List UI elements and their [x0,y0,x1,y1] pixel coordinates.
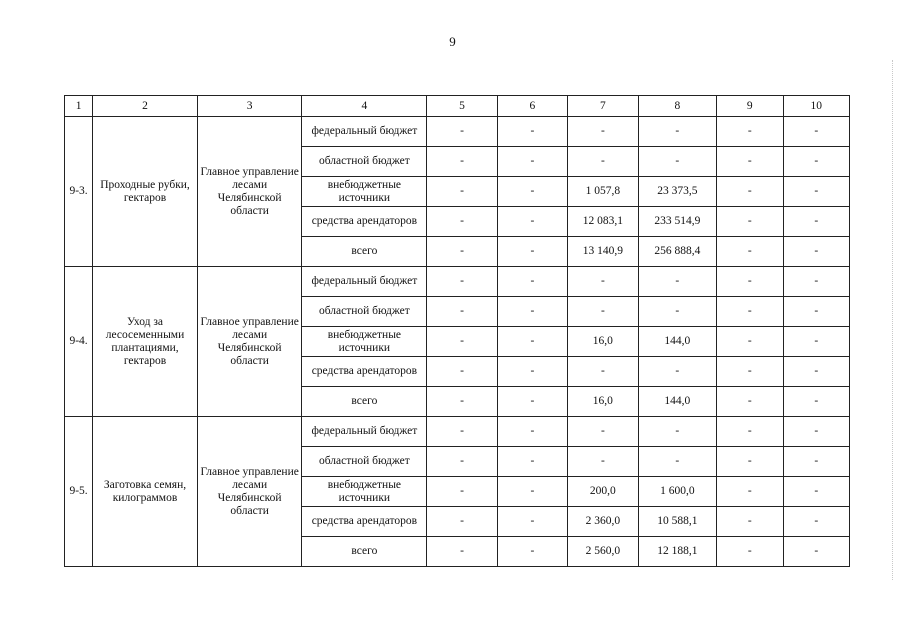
header-cell: 4 [302,96,427,117]
executor: Главное управление лесами Челябинской области [197,417,302,567]
value-cell: - [497,537,567,567]
value-cell: 10 588,1 [638,507,717,537]
header-cell: 5 [427,96,497,117]
value-cell: 1 600,0 [638,477,717,507]
funding-source: всего [302,387,427,417]
value-cell: 12 083,1 [568,207,638,237]
funding-source: внебюджетные источники [302,327,427,357]
table-row [65,117,850,147]
value-cell: - [497,117,567,147]
value-cell: 12 188,1 [638,537,717,567]
header-cell: 10 [783,96,850,117]
value-cell: - [783,237,850,267]
funding-source: всего [302,237,427,267]
value-cell: 144,0 [638,387,717,417]
value-cell: 16,0 [568,327,638,357]
funding-source: внебюджетные источники [302,177,427,207]
value-cell: 256 888,4 [638,237,717,267]
value-cell: - [638,267,717,297]
value-cell: - [427,327,497,357]
value-cell: - [783,177,850,207]
value-cell: - [638,357,717,387]
value-cell: - [717,237,783,267]
value-cell: - [783,537,850,567]
header-row [65,96,850,117]
value-cell: - [568,297,638,327]
section-number: 9-4. [65,267,93,417]
scan-edge-marks [892,60,899,580]
value-cell: - [717,207,783,237]
value-cell: - [783,207,850,237]
funding-source: областной бюджет [302,447,427,477]
header-cell: 6 [497,96,567,117]
value-cell: - [497,177,567,207]
value-cell: 23 373,5 [638,177,717,207]
value-cell: - [568,147,638,177]
value-cell: - [717,297,783,327]
value-cell: - [497,207,567,237]
value-cell: - [717,117,783,147]
value-cell: - [638,447,717,477]
table-row [65,417,850,447]
value-cell: - [783,267,850,297]
funding-source: федеральный бюджет [302,117,427,147]
budget-table [64,95,850,567]
value-cell: - [717,537,783,567]
value-cell: - [717,147,783,177]
value-cell: - [717,477,783,507]
value-cell: - [497,477,567,507]
value-cell: - [497,387,567,417]
value-cell: - [638,147,717,177]
section-number: 9-3. [65,117,93,267]
value-cell: - [427,117,497,147]
header-cell: 9 [717,96,783,117]
value-cell: 144,0 [638,327,717,357]
value-cell: - [717,327,783,357]
value-cell: - [497,297,567,327]
value-cell: - [717,417,783,447]
value-cell: - [783,297,850,327]
value-cell: - [427,207,497,237]
funding-source: внебюджетные источники [302,477,427,507]
value-cell: - [427,447,497,477]
value-cell: - [568,117,638,147]
value-cell: - [427,357,497,387]
value-cell: - [497,267,567,297]
value-cell: - [497,237,567,267]
value-cell: - [717,357,783,387]
page-number: 9 [449,34,456,49]
value-cell: - [427,297,497,327]
value-cell: - [717,387,783,417]
table-row [65,267,850,297]
value-cell: - [497,507,567,537]
value-cell: - [568,447,638,477]
value-cell: - [638,297,717,327]
value-cell: - [717,267,783,297]
value-cell: - [783,147,850,177]
value-cell: 1 057,8 [568,177,638,207]
value-cell: - [717,447,783,477]
value-cell: - [783,507,850,537]
value-cell: - [568,357,638,387]
funding-source: средства арендаторов [302,507,427,537]
value-cell: - [497,447,567,477]
funding-source: федеральный бюджет [302,267,427,297]
value-cell: - [717,507,783,537]
value-cell: - [497,357,567,387]
value-cell: - [427,177,497,207]
value-cell: - [427,147,497,177]
value-cell: - [427,237,497,267]
value-cell: - [783,477,850,507]
value-cell: - [717,177,783,207]
value-cell: 13 140,9 [568,237,638,267]
header-cell: 3 [197,96,302,117]
header-cell: 1 [65,96,93,117]
value-cell: - [638,417,717,447]
value-cell: - [497,147,567,177]
value-cell: - [783,357,850,387]
value-cell: - [783,117,850,147]
funding-source: федеральный бюджет [302,417,427,447]
value-cell: 200,0 [568,477,638,507]
funding-source: областной бюджет [302,297,427,327]
activity-name: Проходные рубки, гектаров [93,117,198,267]
funding-source: средства арендаторов [302,357,427,387]
section-number: 9-5. [65,417,93,567]
value-cell: - [427,417,497,447]
activity-name: Заготовка семян, килограммов [93,417,198,567]
value-cell: - [783,387,850,417]
table-body [65,96,850,567]
executor: Главное управление лесами Челябинской области [197,117,302,267]
value-cell: - [427,537,497,567]
value-cell: 16,0 [568,387,638,417]
value-cell: 2 360,0 [568,507,638,537]
value-cell: - [783,447,850,477]
value-cell: - [427,507,497,537]
value-cell: - [638,117,717,147]
value-cell: - [427,267,497,297]
value-cell: - [427,477,497,507]
value-cell: 2 560,0 [568,537,638,567]
value-cell: - [783,417,850,447]
value-cell: - [783,327,850,357]
header-cell: 7 [568,96,638,117]
value-cell: - [497,327,567,357]
funding-source: областной бюджет [302,147,427,177]
value-cell: - [497,417,567,447]
value-cell: - [427,387,497,417]
funding-source: всего [302,537,427,567]
value-cell: - [568,417,638,447]
value-cell: - [568,267,638,297]
executor: Главное управление лесами Челябинской области [197,267,302,417]
value-cell: 233 514,9 [638,207,717,237]
funding-source: средства арендаторов [302,207,427,237]
header-cell: 2 [93,96,198,117]
header-cell: 8 [638,96,717,117]
activity-name: Уход за лесосеменными плантациями, гектаров [93,267,198,417]
